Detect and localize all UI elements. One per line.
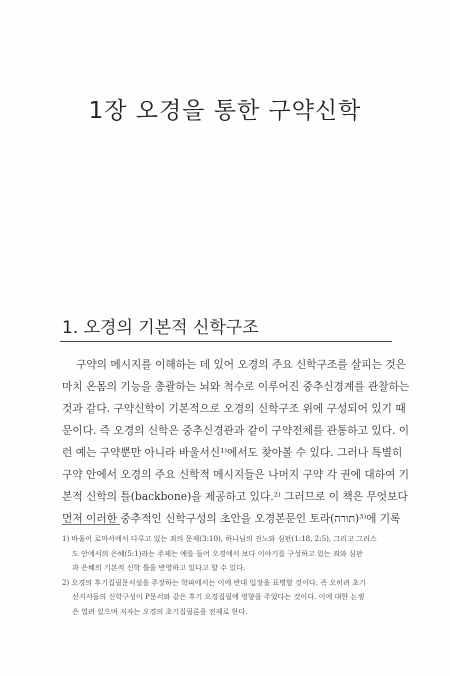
body-line: 본적 신학의 틀(backbone)을 제공하고 있다.²⁾ 그러므로 이 책은 무엇보다 bbox=[62, 490, 408, 503]
section-underline bbox=[60, 341, 392, 342]
body-line: 문이다. 즉 오경의 신학은 중추신경관과 같이 구약전체를 관통하고 있다. 이 bbox=[62, 424, 410, 437]
footnote-line: 1) 바울이 로마서에서 다루고 있는 죄의 문제(3:10), 하나님의 진노와 심판(1:18, 2:5), 그리고 그리스 bbox=[62, 534, 377, 543]
footnote-line: 과 은혜의 기본적 신학 틀을 반영하고 있다고 할 수 있다. bbox=[72, 563, 246, 572]
footnote-line: 은 열려 있으며 저자는 오경의 초기집필론을 전제로 한다. bbox=[72, 606, 248, 616]
body-paragraph bbox=[62, 354, 410, 530]
footnote-line: 도 안에서의 은혜(5:1)라는 주제는 예를 들어 오경에서 보다 이야기를 구성하고 있는 죄와 심판 bbox=[72, 548, 363, 558]
body-line: 구약 안에서 오경의 주요 신학적 메시지들은 나머지 구약 각 권에 대하여 기 bbox=[62, 468, 410, 481]
footnote-line: 2) 오경의 후기집필문서설을 주장하는 학파에서는 이에 반대 입장을 표명할 것이다. 즉 오히려 초기 bbox=[62, 577, 366, 587]
body-line: 구약의 메시지를 이해하는 데 있어 오경의 주요 신학구조를 살피는 것은 bbox=[76, 358, 406, 371]
body-line: 먼저 이러한 중추적인 신학구성의 초안을 오경본문인 토라(תורה)³⁾에 기록 bbox=[62, 512, 401, 525]
section-title: 1. 오경의 기본적 신학구조 bbox=[62, 318, 259, 338]
body-line: 것과 같다. 구약신학이 기본적으로 오경의 신학구조 위에 구성되어 있기 때 bbox=[62, 402, 406, 415]
footnotes bbox=[62, 532, 404, 619]
body-line: 런 예는 구약뿐만 아니라 바울서신¹⁾에서도 찾아볼 수 있다. 그러나 특별히 bbox=[62, 446, 403, 459]
chapter-title: 1장 오경을 통한 구약신학 bbox=[88, 98, 362, 124]
footnote-divider bbox=[62, 524, 120, 525]
body-line: 마치 온몸의 기능을 총괄하는 뇌와 척수로 이루어진 중추신경계를 관찰하는 bbox=[62, 380, 410, 393]
footnote-line: 선지서들의 신학구성이 P문서와 같은 후기 오경집필에 영향을 주었다는 것이다. 이에 대한 논쟁 bbox=[72, 592, 365, 601]
